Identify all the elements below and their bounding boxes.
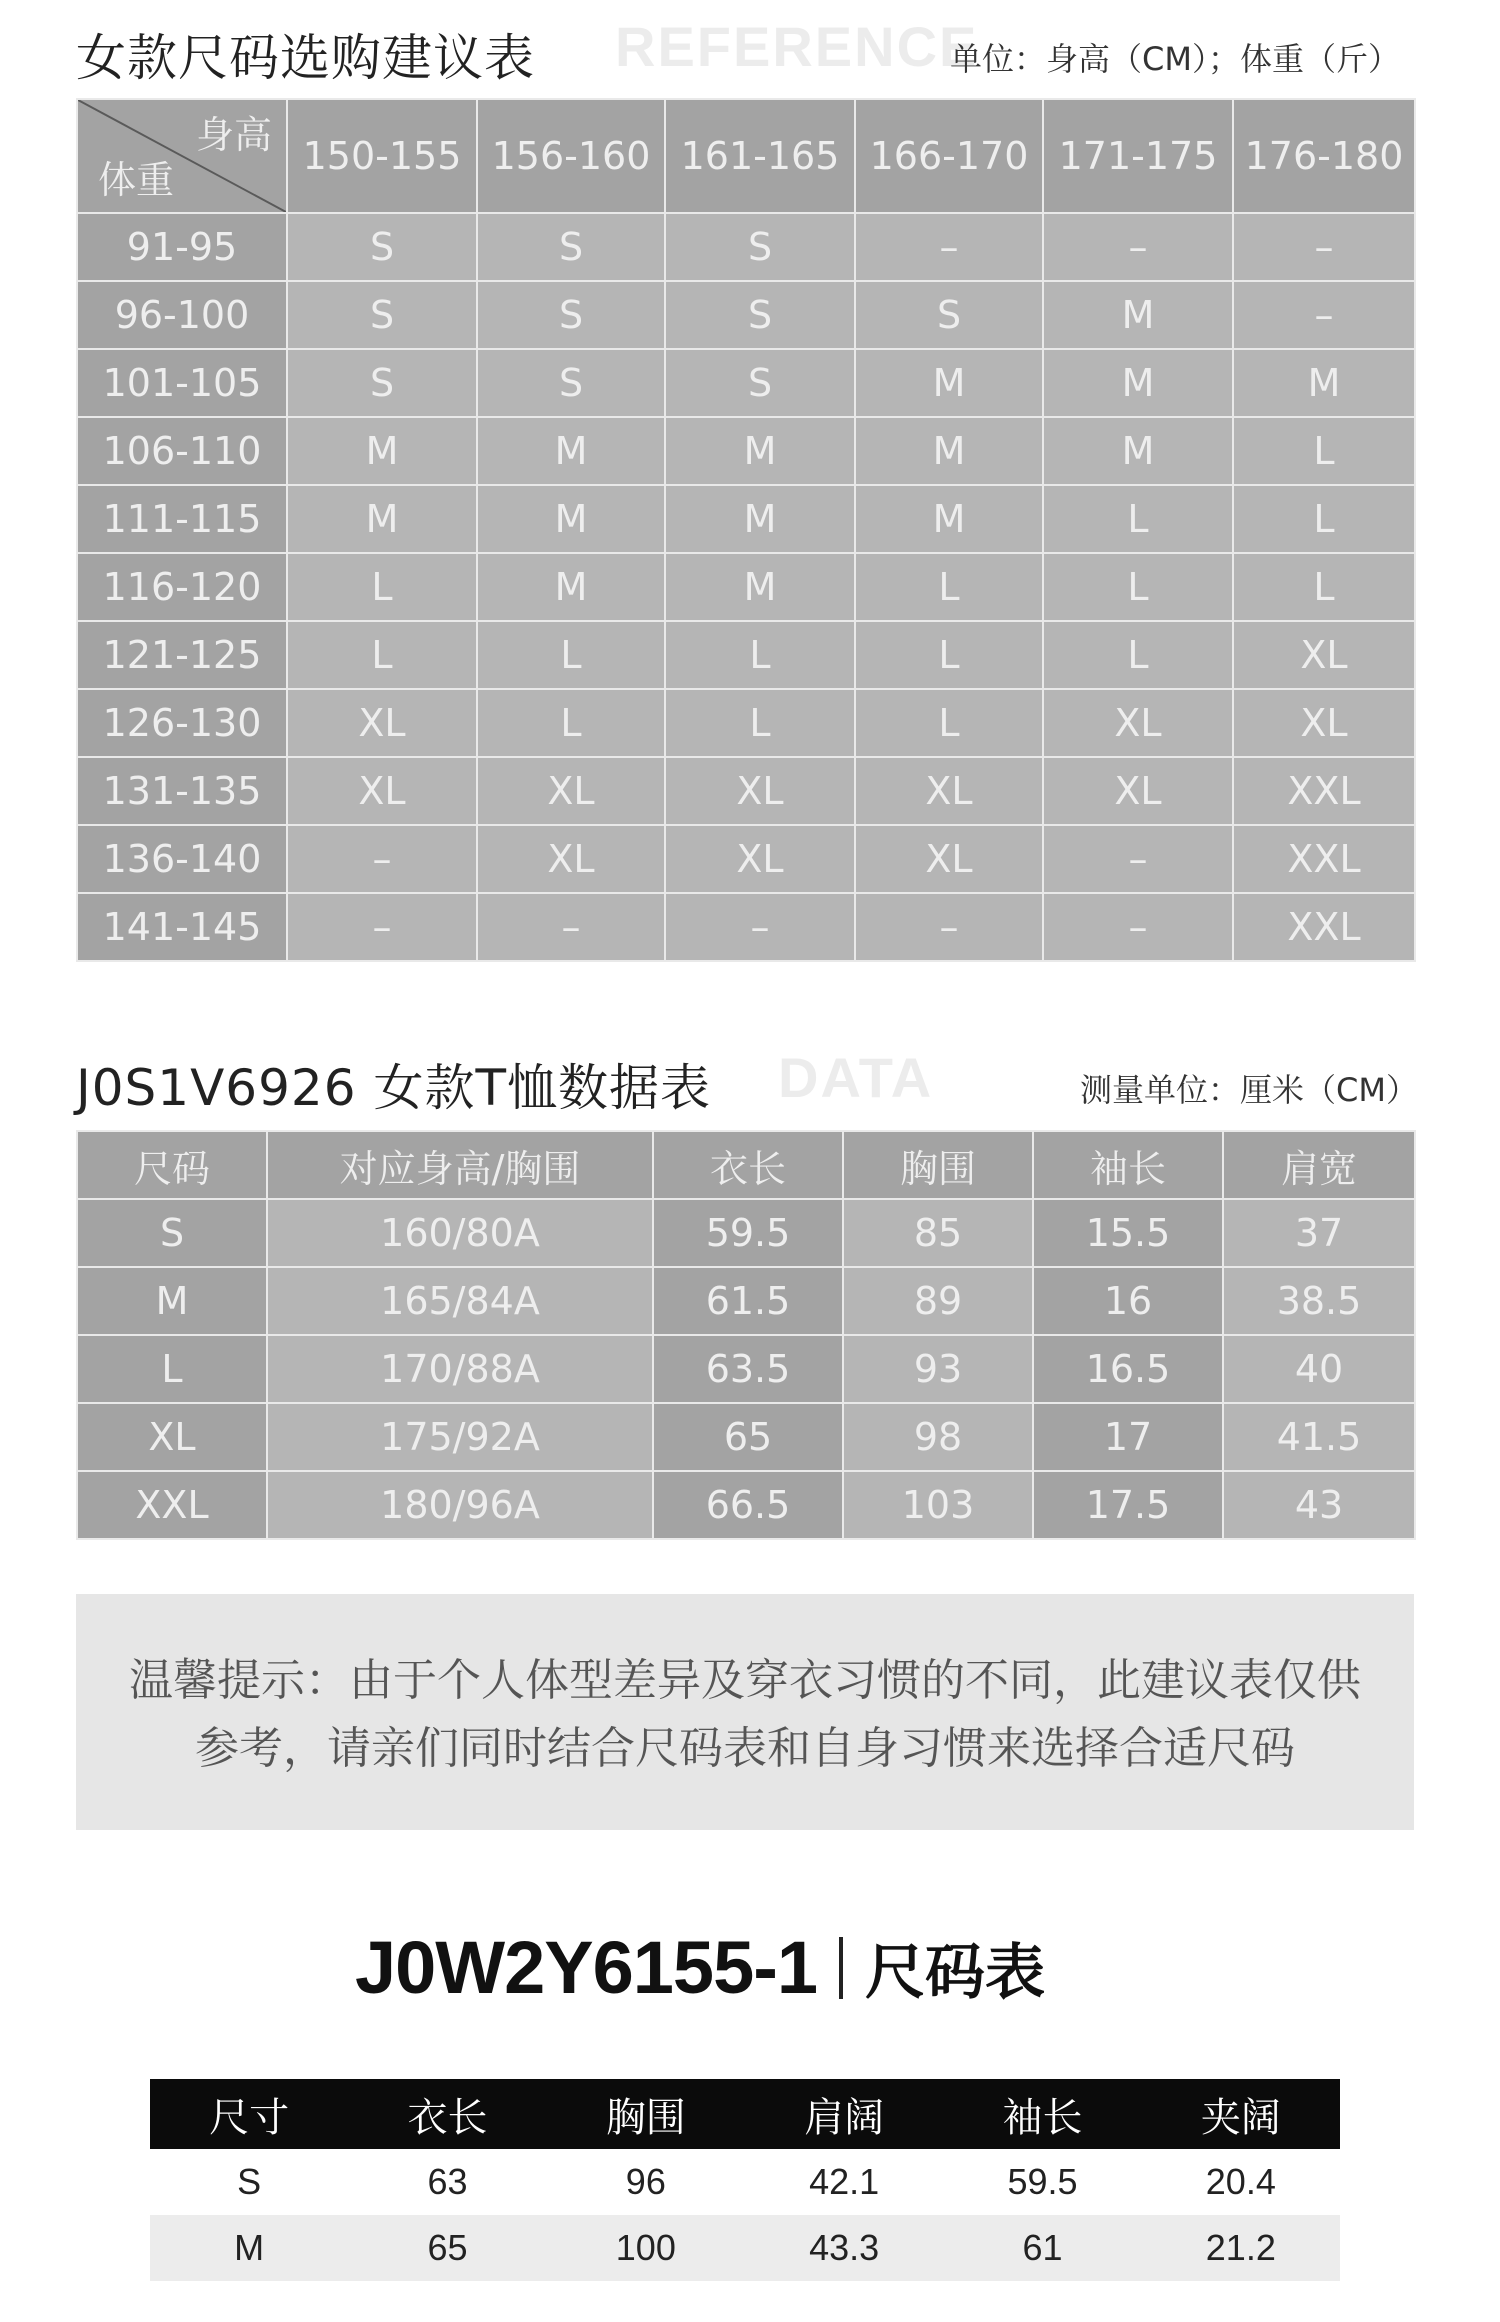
measurement-cell: 38.5 xyxy=(1223,1267,1415,1335)
size-cell: L xyxy=(665,689,855,757)
measurement-cell: 15.5 xyxy=(1033,1199,1223,1267)
column-header: 肩阔 xyxy=(745,2079,943,2149)
table-row xyxy=(77,213,1415,281)
size-cell: – xyxy=(855,213,1043,281)
table-row xyxy=(77,349,1415,417)
size-cell: S xyxy=(477,213,665,281)
table-row xyxy=(77,757,1415,825)
column-header: 尺码 xyxy=(77,1131,267,1199)
size-cell: XXL xyxy=(1233,825,1415,893)
weight-range-cell: 131-135 xyxy=(77,757,287,825)
size-label-cell: XL xyxy=(77,1403,267,1471)
size-cell: M xyxy=(1233,349,1415,417)
size-cell: L xyxy=(1233,485,1415,553)
table-row xyxy=(77,825,1415,893)
size-cell: M xyxy=(1043,417,1233,485)
height-range-header: 171-175 xyxy=(1043,99,1233,213)
tshirt-data-title: J0S1V6926 女款T恤数据表 xyxy=(76,1059,711,1117)
table-row xyxy=(77,281,1415,349)
size-cell: L xyxy=(477,689,665,757)
table-row xyxy=(150,2215,1340,2281)
weight-range-cell: 96-100 xyxy=(77,281,287,349)
size-cell: M xyxy=(477,553,665,621)
tip-line-1: 温馨提示：由于个人体型差异及穿衣习惯的不同，此建议表仅供 xyxy=(129,1655,1361,1706)
size-cell: XL xyxy=(1233,621,1415,689)
weight-range-cell: 116-120 xyxy=(77,553,287,621)
measurement-cell: 98 xyxy=(843,1403,1033,1471)
table-row xyxy=(77,417,1415,485)
size-cell: L xyxy=(287,553,477,621)
weight-range-cell: 101-105 xyxy=(77,349,287,417)
weight-range-cell: 126-130 xyxy=(77,689,287,757)
size-cell: S xyxy=(287,213,477,281)
size-cell: – xyxy=(477,893,665,961)
size-cell: XL xyxy=(477,757,665,825)
tip-line-2: 参考，请亲们同时结合尺码表和自身习惯来选择合适尺码 xyxy=(195,1723,1295,1774)
size-cell: XL xyxy=(665,825,855,893)
size-chart-heading xyxy=(0,1925,1400,2011)
table-row xyxy=(77,689,1415,757)
table-row xyxy=(150,2149,1340,2215)
recommendation-unit: 单位：身高（CM）；体重（斤） xyxy=(950,40,1400,78)
measurement-cell: 89 xyxy=(843,1267,1033,1335)
measurement-cell: 63 xyxy=(348,2149,546,2215)
size-cell: M xyxy=(477,417,665,485)
size-label-cell: S xyxy=(150,2149,348,2215)
tshirt-data-table xyxy=(76,1130,1416,1540)
measurement-cell: 65 xyxy=(653,1403,843,1471)
size-cell: XL xyxy=(1043,757,1233,825)
measurement-cell: 40 xyxy=(1223,1335,1415,1403)
recommendation-title: 女款尺码选购建议表 xyxy=(76,29,535,87)
weight-range-cell: 121-125 xyxy=(77,621,287,689)
table-row xyxy=(77,1471,1415,1539)
size-cell: L xyxy=(1233,553,1415,621)
measurement-cell: 180/96A xyxy=(267,1471,653,1539)
size-cell: L xyxy=(855,689,1043,757)
measurement-cell: 21.2 xyxy=(1142,2215,1340,2281)
size-cell: L xyxy=(287,621,477,689)
corner-weight-label: 体重 xyxy=(98,158,175,202)
measurement-cell: 43 xyxy=(1223,1471,1415,1539)
size-chart-title: 尺码表 xyxy=(865,1938,1046,2008)
size-cell: – xyxy=(1043,825,1233,893)
corner-height-label: 身高 xyxy=(195,113,272,157)
measurement-cell: 59.5 xyxy=(943,2149,1141,2215)
column-header: 袖长 xyxy=(943,2079,1141,2149)
measurement-cell: 17 xyxy=(1033,1403,1223,1471)
measurement-cell: 85 xyxy=(843,1199,1033,1267)
column-header: 袖长 xyxy=(1033,1131,1223,1199)
measurement-cell: 170/88A xyxy=(267,1335,653,1403)
column-header: 胸围 xyxy=(547,2079,745,2149)
size-cell: XXL xyxy=(1233,893,1415,961)
size-cell: L xyxy=(1233,417,1415,485)
weight-range-cell: 106-110 xyxy=(77,417,287,485)
size-cell: S xyxy=(665,281,855,349)
column-header: 肩宽 xyxy=(1223,1131,1415,1199)
size-label-cell: M xyxy=(77,1267,267,1335)
measurement-cell: 16 xyxy=(1033,1267,1223,1335)
size-cell: M xyxy=(855,349,1043,417)
size-label-cell: XXL xyxy=(77,1471,267,1539)
size-cell: M xyxy=(665,553,855,621)
measurement-cell: 96 xyxy=(547,2149,745,2215)
table-row xyxy=(77,1403,1415,1471)
measurement-cell: 165/84A xyxy=(267,1267,653,1335)
measurement-cell: 61 xyxy=(943,2215,1141,2281)
size-cell: L xyxy=(477,621,665,689)
title-separator xyxy=(839,1937,843,1999)
size-cell: XL xyxy=(287,689,477,757)
size-cell: S xyxy=(287,349,477,417)
size-cell: M xyxy=(665,485,855,553)
measurement-cell: 37 xyxy=(1223,1199,1415,1267)
size-cell: S xyxy=(287,281,477,349)
size-cell: S xyxy=(477,349,665,417)
size-cell: XL xyxy=(665,757,855,825)
size-cell: XL xyxy=(1233,689,1415,757)
size-cell: S xyxy=(665,213,855,281)
size-cell: XL xyxy=(477,825,665,893)
measurement-cell: 17.5 xyxy=(1033,1471,1223,1539)
measurement-cell: 93 xyxy=(843,1335,1033,1403)
size-cell: – xyxy=(855,893,1043,961)
measurement-cell: 103 xyxy=(843,1471,1033,1539)
size-label-cell: S xyxy=(77,1199,267,1267)
reference-watermark: REFERENCE xyxy=(615,15,979,78)
data-watermark: DATA xyxy=(778,1046,934,1109)
size-cell: M xyxy=(855,485,1043,553)
size-cell: S xyxy=(477,281,665,349)
height-range-header: 166-170 xyxy=(855,99,1043,213)
table-row xyxy=(77,621,1415,689)
size-cell: – xyxy=(1233,213,1415,281)
size-cell: L xyxy=(1043,621,1233,689)
size-recommendation-table xyxy=(76,98,1416,962)
size-cell: M xyxy=(287,485,477,553)
size-chart-table xyxy=(150,2079,1340,2281)
column-header: 衣长 xyxy=(348,2079,546,2149)
measurement-cell: 160/80A xyxy=(267,1199,653,1267)
size-cell: XL xyxy=(287,757,477,825)
size-cell: M xyxy=(855,417,1043,485)
measurement-cell: 42.1 xyxy=(745,2149,943,2215)
measurement-cell: 16.5 xyxy=(1033,1335,1223,1403)
weight-range-cell: 111-115 xyxy=(77,485,287,553)
size-cell: – xyxy=(665,893,855,961)
size-cell: M xyxy=(665,417,855,485)
measurement-cell: 20.4 xyxy=(1142,2149,1340,2215)
table-row xyxy=(77,893,1415,961)
size-label-cell: M xyxy=(150,2215,348,2281)
size-cell: S xyxy=(665,349,855,417)
table-row xyxy=(77,485,1415,553)
column-header: 胸围 xyxy=(843,1131,1033,1199)
measurement-cell: 59.5 xyxy=(653,1199,843,1267)
column-header: 对应身高/胸围 xyxy=(267,1131,653,1199)
product-code: J0W2Y6155-1 xyxy=(354,1926,818,2009)
size-cell: – xyxy=(287,825,477,893)
size-cell: L xyxy=(855,621,1043,689)
measurement-cell: 41.5 xyxy=(1223,1403,1415,1471)
size-cell: L xyxy=(1043,553,1233,621)
size-cell: M xyxy=(477,485,665,553)
measurement-cell: 65 xyxy=(348,2215,546,2281)
size-cell: M xyxy=(287,417,477,485)
table-header-row xyxy=(77,1131,1415,1199)
size-cell: M xyxy=(1043,281,1233,349)
table-row xyxy=(77,553,1415,621)
size-cell: – xyxy=(1043,893,1233,961)
size-cell: M xyxy=(1043,349,1233,417)
column-header: 衣长 xyxy=(653,1131,843,1199)
measurement-cell: 66.5 xyxy=(653,1471,843,1539)
height-range-header: 176-180 xyxy=(1233,99,1415,213)
measurement-cell: 63.5 xyxy=(653,1335,843,1403)
size-cell: L xyxy=(665,621,855,689)
height-range-header: 156-160 xyxy=(477,99,665,213)
tshirt-data-unit: 测量单位：厘米（CM） xyxy=(1080,1071,1418,1109)
table-row xyxy=(77,1267,1415,1335)
measurement-cell: 100 xyxy=(547,2215,745,2281)
measurement-cell: 43.3 xyxy=(745,2215,943,2281)
table-row xyxy=(77,1335,1415,1403)
size-cell: – xyxy=(1233,281,1415,349)
size-cell: XL xyxy=(855,825,1043,893)
weight-range-cell: 91-95 xyxy=(77,213,287,281)
tip-box xyxy=(76,1594,1414,1830)
size-cell: XL xyxy=(855,757,1043,825)
size-cell: S xyxy=(855,281,1043,349)
size-label-cell: L xyxy=(77,1335,267,1403)
size-cell: – xyxy=(1043,213,1233,281)
weight-range-cell: 136-140 xyxy=(77,825,287,893)
weight-range-cell: 141-145 xyxy=(77,893,287,961)
column-header: 夹阔 xyxy=(1142,2079,1340,2149)
measurement-cell: 175/92A xyxy=(267,1403,653,1471)
size-cell: XXL xyxy=(1233,757,1415,825)
corner-header-cell xyxy=(77,99,287,213)
size-cell: L xyxy=(1043,485,1233,553)
height-range-header: 150-155 xyxy=(287,99,477,213)
measurement-cell: 61.5 xyxy=(653,1267,843,1335)
height-range-header: 161-165 xyxy=(665,99,855,213)
table-row xyxy=(77,1199,1415,1267)
column-header: 尺寸 xyxy=(150,2079,348,2149)
size-cell: XL xyxy=(1043,689,1233,757)
size-cell: L xyxy=(855,553,1043,621)
size-cell: – xyxy=(287,893,477,961)
